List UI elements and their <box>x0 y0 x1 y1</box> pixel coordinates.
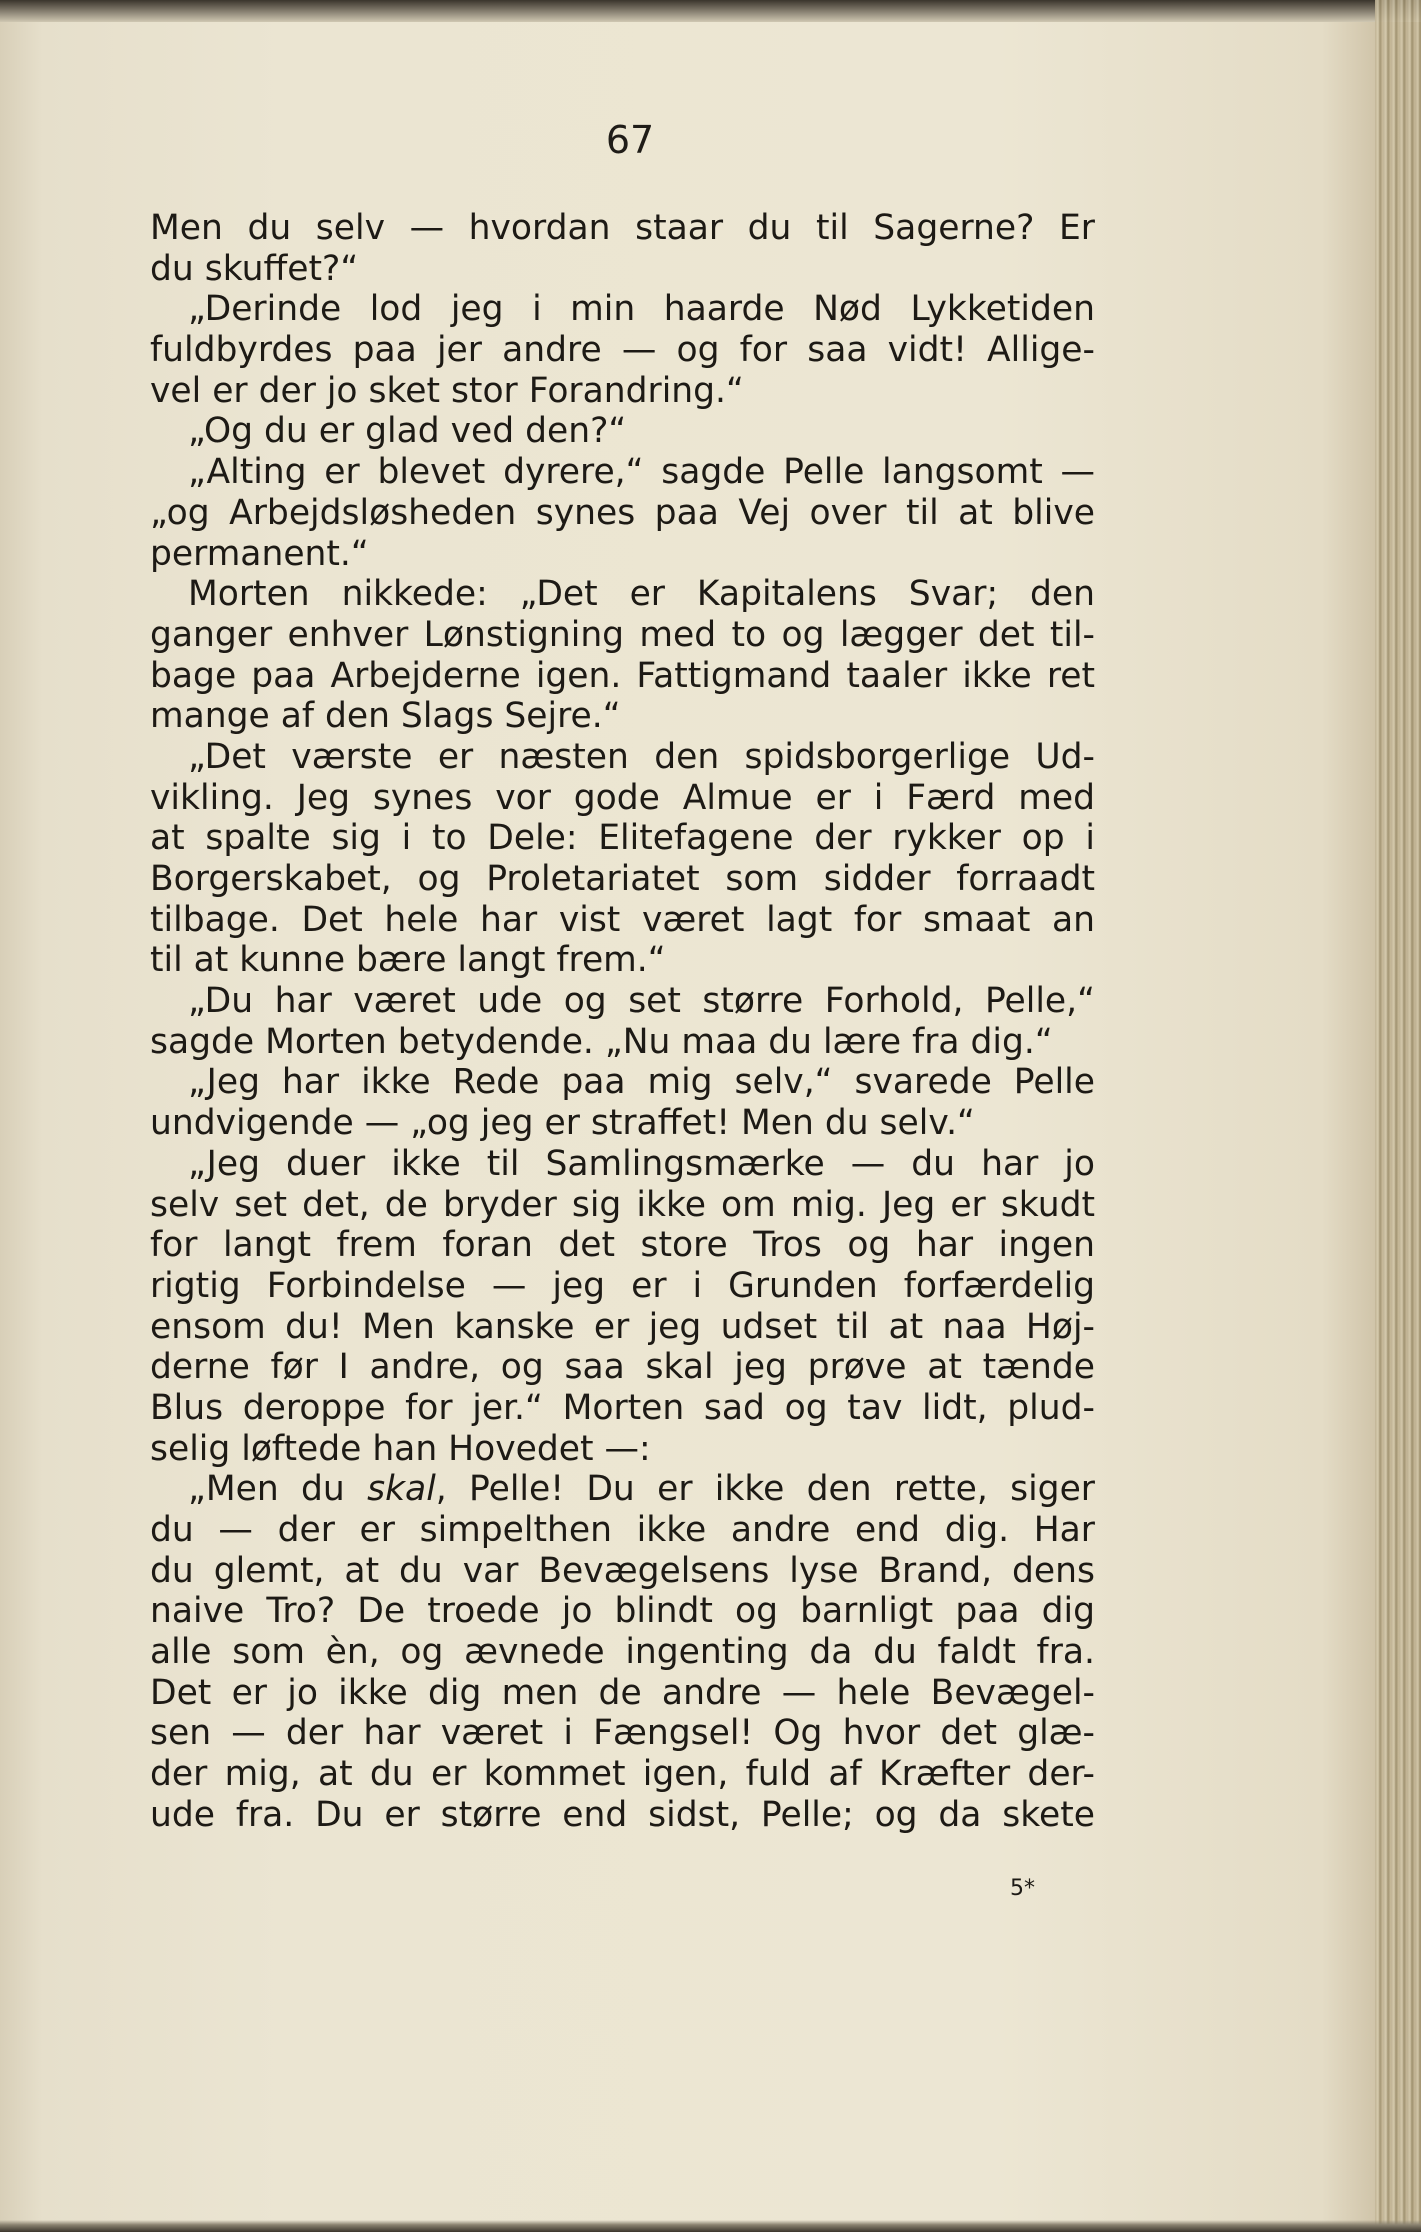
text-line: alle som èn, og ævnede ingenting da du faldt fra. <box>150 1632 1095 1673</box>
text-line: du glemt, at du var Bevægelsens lyse Brand, dens <box>150 1550 1095 1591</box>
text-line: fuldbyrdes paa jer andre — og for saa vidt! Allige- <box>150 330 1095 371</box>
text-line: „Jeg duer ikke til Samlingsmærke — du har jo <box>188 1143 1095 1184</box>
page-bottom-edge <box>0 2220 1421 2232</box>
text-line: vikling. Jeg synes vor gode Almue er i Færd med <box>150 777 1095 818</box>
text-line: tilbage. Det hele har vist været lagt for smaat an <box>150 899 1095 940</box>
text-line: Blus deroppe for jer.“ Morten sad og tav lidt, plud- <box>150 1387 1095 1428</box>
body-text <box>150 208 1095 1836</box>
emphasis: skal <box>367 1469 436 1510</box>
text-line: der mig, at du er kommet igen, fuld af Kræfter der- <box>150 1754 1095 1795</box>
text-line: du — der er simpelthen ikke andre end dig. Har <box>150 1510 1095 1550</box>
text-line: til at kunne bære langt frem.“ <box>150 940 666 981</box>
text-line: bage paa Arbejderne igen. Fattigmand taaler ikke ret <box>150 655 1095 696</box>
text-line: ganger enhver Lønstigning med to og lægger det til- <box>150 614 1095 655</box>
text-line: „Du har været ude og set større Forhold, Pelle,“ <box>188 981 1095 1022</box>
text-line: naive Tro? De troede jo blindt og barnligt paa dig <box>150 1591 1095 1632</box>
text-line: selig løftede han Hovedet —: <box>150 1428 651 1469</box>
text-line: sagde Morten betydende. „Nu maa du lære fra dig.“ <box>150 1021 1053 1062</box>
text-line: ude fra. Du er større end sidst, Pelle; og da skete <box>150 1794 1095 1835</box>
text-line: for langt frem foran det store Tros og har ingen <box>150 1225 1095 1266</box>
text-line: „Alting er blevet dyrere,“ sagde Pelle langsomt — <box>188 452 1095 493</box>
text-line: ensom du! Men kanske er jeg udset til at naa Høj- <box>150 1306 1095 1347</box>
text-line: undvigende — „og jeg er straffet! Men du selv.“ <box>150 1103 975 1144</box>
text-line: „Og du er glad ved den?“ <box>188 411 627 452</box>
text-line: du skuffet?“ <box>150 248 359 289</box>
text-line: at spalte sig i to Dele: Elitefagene der rykker op i <box>150 818 1095 859</box>
printer-signature-mark: 5* <box>1010 1876 1035 1901</box>
text-line: derne før I andre, og saa skal jeg prøve at tænde <box>150 1347 1095 1388</box>
text-line: „Jeg har ikke Rede paa mig selv,“ svarede Pelle <box>188 1062 1095 1103</box>
page-binding-edge <box>1375 0 1421 2232</box>
text-line: Morten nikkede: „Det er Kapitalens Svar; den <box>188 574 1095 615</box>
page-top-edge <box>0 0 1421 22</box>
text-line: „Derinde lod jeg i min haarde Nød Lykketiden <box>188 289 1095 330</box>
text-line: vel er der jo sket stor Forandring.“ <box>150 370 744 411</box>
text-line: Men du selv — hvordan staar du til Sagerne? Er <box>150 208 1095 248</box>
text-line: rigtig Forbindelse — jeg er i Grunden forfærdelig <box>150 1265 1095 1306</box>
text-line: Borgerskabet, og Proletariatet som sidder forraadt <box>150 859 1095 899</box>
text-line: „Men du skal, Pelle! Du er ikke den rette, siger <box>188 1469 1095 1510</box>
text-line: mange af den Slags Sejre.“ <box>150 696 621 737</box>
text-line: sen — der har været i Fængsel! Og hvor det glæ- <box>150 1713 1095 1754</box>
text-line: „og Arbejdsløsheden synes paa Vej over til at blive <box>150 492 1095 533</box>
text-line: selv set det, de bryder sig ikke om mig. Jeg er skudt <box>150 1184 1095 1225</box>
text-line: Det er jo ikke dig men de andre — hele Bevægel- <box>150 1672 1095 1713</box>
text-line: „Det værste er næsten den spidsborgerlige Ud- <box>188 736 1095 777</box>
text-line: permanent.“ <box>150 533 369 574</box>
page-number: 67 <box>605 118 655 162</box>
